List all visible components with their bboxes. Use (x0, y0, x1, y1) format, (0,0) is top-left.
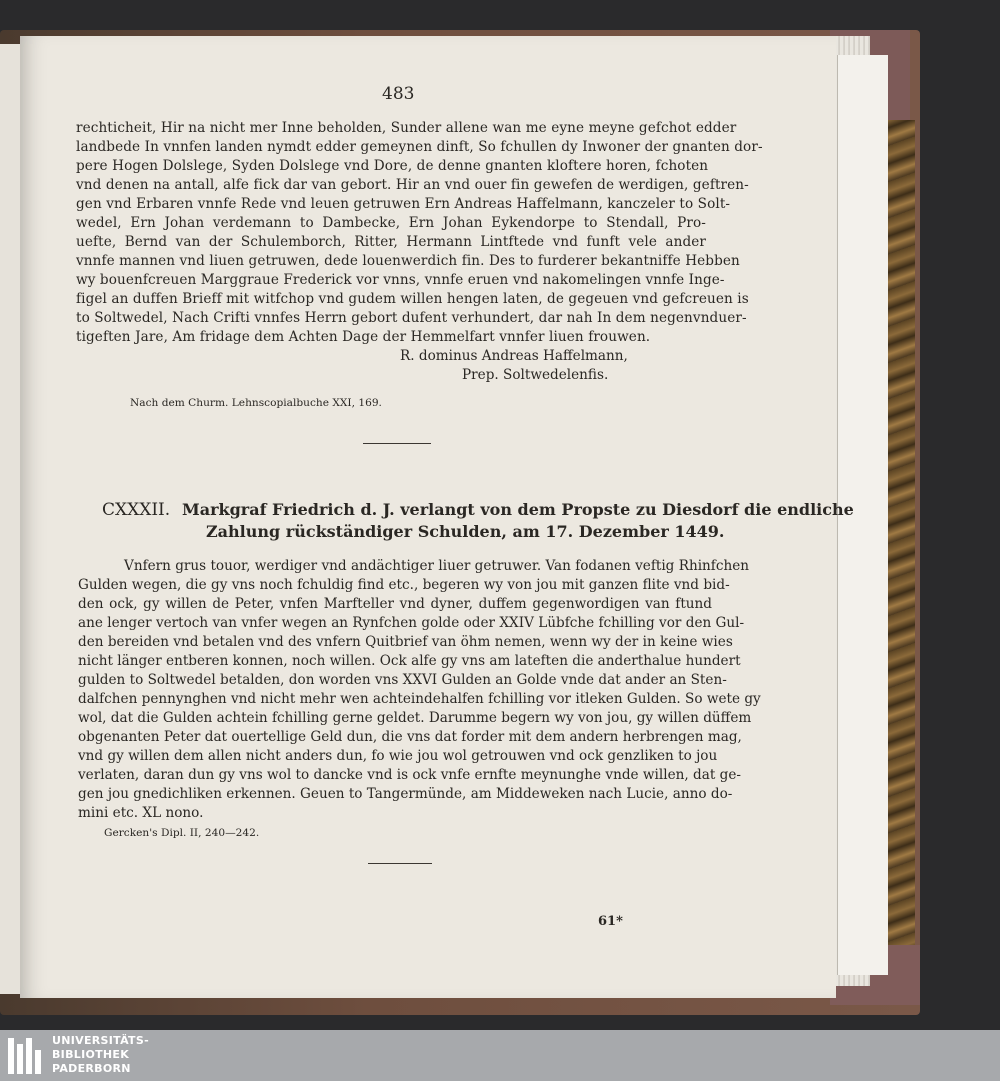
library-name-line3: PADERBORN (52, 1062, 131, 1075)
text-line: uefte, Bernd van der Schulemborch, Ritter, Hermann Lintftede vnd funft vele ander (76, 234, 706, 250)
document-number: CXXXII. (102, 500, 171, 520)
source-citation: Nach dem Churm. Lehnscopialbuche XXI, 169. (130, 397, 382, 409)
text-line: den ock, gy willen de Peter, vnfen Marfteller vnd dyner, duffem gegenwordigen van ftund (78, 596, 712, 612)
text-line: to Soltwedel, Nach Crifti vnnfes Herrn gebort dufent verhundert, dar nah In dem negenvnduer- (76, 310, 747, 326)
library-name-line2: BIBLIOTHEK (52, 1048, 130, 1061)
text-line: tigeften Jare, Am fridage dem Achten Dage der Hemmelfart vnnfer liuen frouwen. (76, 329, 651, 345)
section-divider (368, 863, 432, 864)
text-line: pere Hogen Dolslege, Syden Dolslege vnd Dore, de denne gnanten kloftere horen, fchoten (76, 158, 709, 174)
text-line: wy bouenfcreuen Marggraue Frederick vor vnns, vnnfe eruen vnd nakomelingen vnnfe Inge- (76, 272, 725, 288)
source-citation: Gercken's Dipl. II, 240—242. (104, 827, 260, 839)
text-line: gulden to Soltwedel betalden, don worden vns XXVI Gulden an Golde vnde dat ander an Sten- (78, 672, 727, 688)
text-line: landbede In vnnfen landen nymdt edder gemeynen dinft, So fchullen dy Inwoner der gnanten dor- (76, 139, 763, 155)
text-line: nicht länger entberen konnen, noch willen. Ock alfe gy vns am lateften die anderthalue hundert (78, 653, 741, 669)
page-number: 483 (382, 84, 415, 104)
text-line: Gulden wegen, die gy vns noch fchuldig find etc., begeren wy von jou mit ganzen flite vnd bid- (78, 577, 730, 593)
text-line: vnd gy willen dem allen nicht anders dun, fo wie jou wol getrouwen vnd ock genzliken to jou (78, 748, 718, 764)
text-line: vnd denen na antall, alfe fick dar van gebort. Hir an vnd ouer fin gewefen de werdigen, geftren- (76, 177, 749, 193)
text-line: wedel, Ern Johan verdemann to Dambecke, Ern Johan Eykendorpe to Stendall, Pro- (76, 215, 706, 231)
text-line: wol, dat die Gulden achtein fchilling gerne geldet. Darumme begern wy von jou, gy willen düffem (78, 710, 752, 726)
text-line: Vnfern grus touor, werdiger vnd andächtiger liuer getruwer. Van fodanen veftig Rhinfchen (124, 558, 749, 574)
book-page (20, 36, 854, 998)
text-line: figel an duffen Brieff mit witfchop vnd gudem willen hengen laten, de gegeuen vnd gefcreuen is (76, 291, 749, 307)
document-title-cont: Zahlung rückständiger Schulden, am 17. Dezember 1449. (206, 522, 725, 541)
text-line: gen jou gnedichliken erkennen. Geuen to Tangermünde, am Middeweken nach Lucie, anno do- (78, 786, 733, 802)
section-divider (363, 443, 431, 444)
signature-name: R. dominus Andreas Haffelmann, (400, 348, 628, 364)
text-line: mini etc. XL nono. (78, 805, 204, 821)
text-line: ane lenger vertoch van vnfer wegen an Rynfchen golde oder XXIV Lübfche fchilling vor den Gul- (78, 615, 745, 631)
text-line: vnnfe mannen vnd liuen getruwen, dede louenwerdich fin. Des to furderer bekantniffe Hebben (76, 253, 740, 269)
text-line: gen vnd Erbaren vnnfe Rede vnd leuen getruwen Ern Andreas Haffelmann, kanczeler to Solt- (76, 196, 731, 212)
text-line: rechticheit, Hir na nicht mer Inne beholden, Sunder allene wan me eyne meyne gefchot edder (76, 120, 737, 136)
library-name-line1: UNIVERSITÄTS- (52, 1034, 149, 1047)
library-footer (0, 1030, 1000, 1081)
text-line: dalfchen pennynghen vnd nicht mehr wen achteindehalfen fchilling vor itleken Gulden. So wete gy (78, 691, 761, 707)
library-logo-icon (6, 1036, 44, 1076)
text-line: den bereiden vnd betalen vnd des vnfern Quitbrief van öhm nemen, wenn wy der in keine wies (78, 634, 733, 650)
signature-title: Prep. Soltwedelenfis. (462, 367, 609, 383)
text-line: obgenanten Peter dat ouertellige Geld dun, die vns dat forder mit dem andern herbrengen mag, (78, 729, 742, 745)
document-title: Markgraf Friedrich d. J. verlangt von dem Propste zu Diesdorf die endliche (182, 500, 854, 519)
text-line: verlaten, daran dun gy vns wol to dancke vnd is ock vnfe ernfte meynunghe vnde willen, dat ge- (78, 767, 741, 783)
left-page-edge (0, 44, 22, 994)
folio-mark: 61* (598, 914, 623, 929)
